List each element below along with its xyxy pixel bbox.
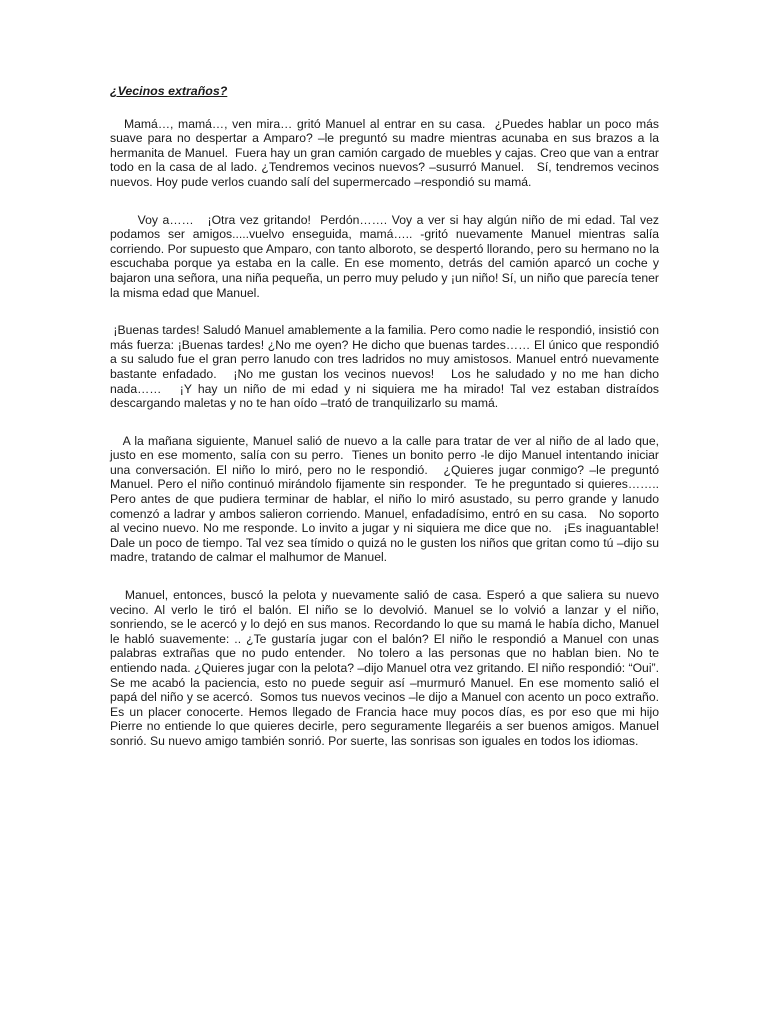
paragraph-2: Voy a…… ¡Otra vez gritando! Perdón……. Voy a ver si hay algún niño de mi edad. Tal vez podamos ser amigos.....vuelvo enseguida, mamá….. -gritó nuevamente Manuel mientras salía corriendo. Por supuesto que Amparo, con tanto alboroto, se despertó llorando, pero su hermano no la escuchaba porque ya estaba en la calle. En ese momento, detrás del camión aparcó un coche y bajaron una señora, una niña pequeña, un perro muy peludo y ¡un niño! Sí, un niño que parecía tener la misma edad que Manuel. <box>110 212 663 300</box>
paragraph-4: A la mañana siguiente, Manuel salió de nuevo a la calle para tratar de ver al niño de al lado que, justo en ese momento, salía con su perro. Tienes un bonito perro -le dijo Manuel intentando iniciar una conversación. El niño lo miró, pero no le respondió. ¿Quieres jugar conmigo? –le preguntó Manuel. Pero el niño continuó mirándolo fijamente sin responder. Te he preguntado si quieres…….. Pero antes de que pudiera terminar de hablar, el niño lo miró asustado, su perro grande y lanudo comenzó a ladrar y ambos salieron corriendo. Manuel, enfadadísimo, entró en su casa. No soporto al vecino nuevo. No me responde. Lo invito a jugar y ni siquiera me dice que no. ¡Es inaguantable! Dale un poco de tiempo. Tal vez sea tímido o quizá no le gusten los niños que gritan como tú –dijo su madre, tratando de calmar el malhumor de Manuel. <box>110 433 670 565</box>
paragraph-5: Manuel, entonces, buscó la pelota y nuevamente salió de casa. Esperó a que saliera su nuevo vecino. Al verlo le tiró el balón. El niño se lo devolvió. Manuel se lo volvió a lanzar y el niño, sonriendo, se le acercó y lo dejó en sus manos. Recordando lo que su mamá le había dicho, Manuel le habló suavemente: .. ¿Te gustaría jugar con el balón? El niño le respondió a Manuel con unas palabras extrañas que no pudo entender. No tolero a las personas que no hablan bien. No te entiendo nada. ¿Quieres jugar con la pelota? –dijo Manuel otra vez gritando. El niño respondió: “Oui”. Se me acabó la paciencia, esto no puede seguir así –murmuró Manuel. En ese momento salió el papá del niño y se acercó. Somos tus nuevos vecinos –le dijo a Manuel con acento un poco extraño. Es un placer conocerte. Hemos llegado de Francia hace muy pocos días, es por eso que mi hijo Pierre no entiende lo que quieres decirle, pero seguramente llegaréis a ser buenos amigos. Manuel sonrió. Su nuevo amigo también sonrió. Por suerte, las sonrisas son iguales en todos los idiomas. <box>110 588 663 748</box>
document-page <box>110 84 670 772</box>
document-title: ¿Vecinos extraños? <box>110 84 228 98</box>
paragraph-3: ¡Buenas tardes! Saludó Manuel amablemente a la familia. Pero como nadie le respondió, insistió con más fuerza: ¡Buenas tardes! ¿No me oyen? He dicho que buenas tardes…… El único que respondió a su saludo fue el gran perro lanudo con tres ladridos no muy amistosos. Manuel entró nuevamente bastante enfadado. ¡No me gustan los vecinos nuevos! Los he saludado y no me han dicho nada…… ¡Y hay un niño de mi edad y ni siquiera me ha mirado! Tal vez estaban distraídos descargando maletas y no te han oído –trató de tranquilizarlo su mamá. <box>110 323 663 411</box>
paragraph-1: Mamá…, mamá…, ven mira… gritó Manuel al entrar en su casa. ¿Puedes hablar un poco más suave para no despertar a Amparo? –le preguntó su madre mientras acunaba en sus brazos a la hermanita de Manuel. Fuera hay un gran camión cargado de muebles y cajas. Creo que van a entrar todo en la casa de al lado. ¿Tendremos vecinos nuevos? –susurró Manuel. Sí, tendremos vecinos nuevos. Hoy pude verlos cuando salí del supermercado –respondió su mamá. <box>110 116 663 189</box>
